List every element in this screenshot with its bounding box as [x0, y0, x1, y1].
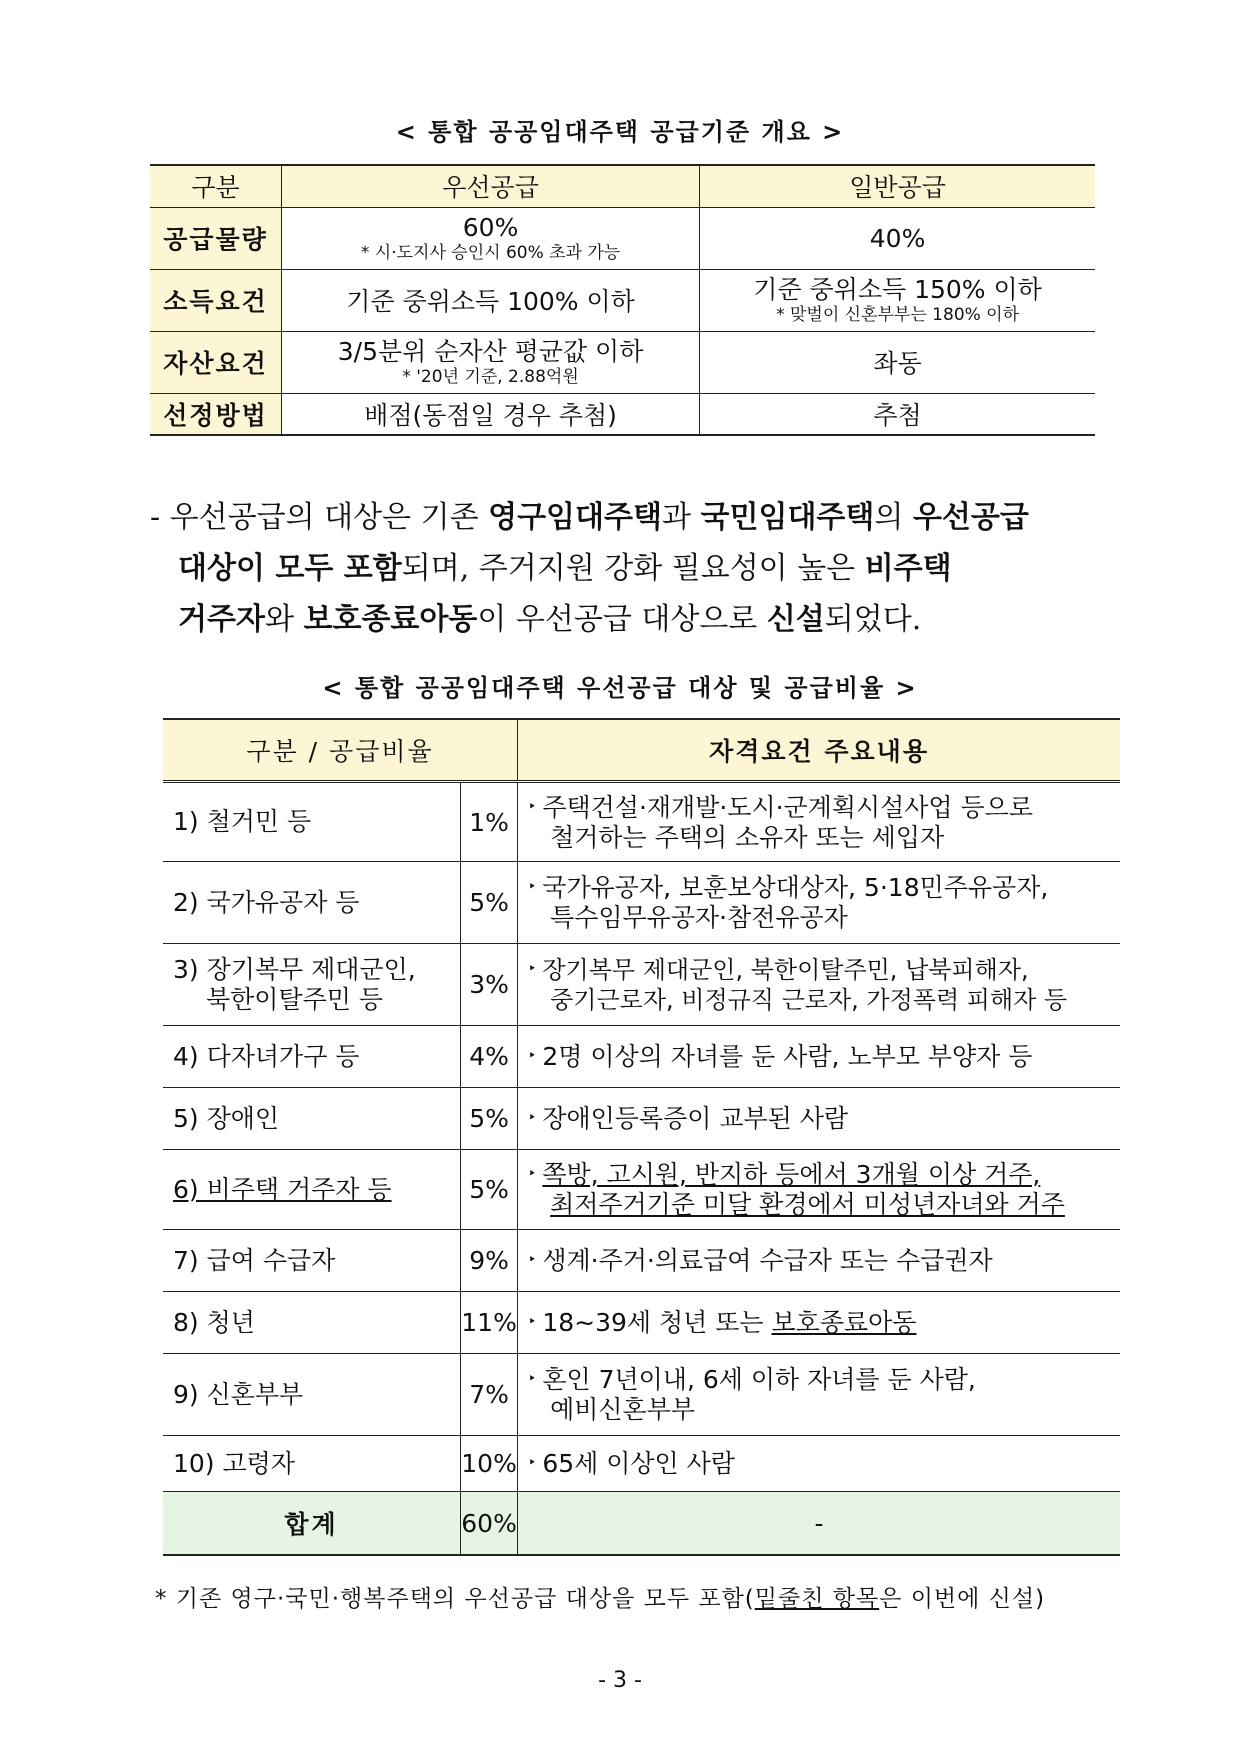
table-row [150, 393, 1095, 435]
requirement-cell: ‣ 18∼39세 청년 또는 보호종료아동 [518, 1292, 1120, 1354]
table-row [150, 207, 1095, 269]
header-category: 구분 [150, 165, 282, 207]
header-general: 일반공급 [700, 165, 1095, 207]
category-cell: 3) 장기복무 제대군인, 북한이탈주민 등 [163, 944, 461, 1026]
requirement-cell: ‣ 생계·주거·의료급여 수급자 또는 수급권자 [518, 1230, 1120, 1292]
header-requirements: 자격요건 주요내용 [518, 719, 1120, 782]
category-cell: 2) 국가유공자 등 [163, 862, 461, 944]
requirement-cell: ‣ 장기복무 제대군인, 북한이탈주민, 납북피해자, 중기근로자, 비정규직 근로자, 가정폭력 피해자 등 [518, 944, 1120, 1026]
priority-value: 3/5분위 순자산 평균값 이하 [337, 337, 644, 366]
priority-note: * '20년 기준, 2.88억원 [402, 367, 579, 387]
header-category-ratio: 구분 / 공급비율 [163, 719, 518, 782]
priority-cell: 배점(동점일 경우 추첨) [282, 393, 700, 435]
requirement-cell: ‣ 국가유공자, 보훈보상대상자, 5·18민주유공자, 특수임무유공자·참전유공자 [518, 862, 1120, 944]
table-row [163, 1436, 1120, 1492]
table-row [163, 1150, 1120, 1230]
ratio-cell: 9% [461, 1230, 518, 1292]
requirement-cell: ‣ 주택건설·재개발·도시·군계획시설사업 등으로 철거하는 주택의 소유자 또는 세입자 [518, 782, 1120, 862]
priority-value: 60% [462, 213, 519, 242]
paragraph-line-3: 거주자와 보호종료아동이 우선공급 대상으로 신설되었다. [178, 602, 922, 637]
row-label: 자산요건 [150, 331, 282, 393]
category-cell: 8) 청년 [163, 1292, 461, 1354]
general-value: 기준 중위소득 150% 이하 [753, 275, 1042, 304]
ratio-cell: 7% [461, 1354, 518, 1436]
header-priority: 우선공급 [282, 165, 700, 207]
category-cell: 10) 고령자 [163, 1436, 461, 1492]
table-row [163, 1230, 1120, 1292]
general-cell: 좌동 [700, 331, 1095, 393]
table-row [163, 862, 1120, 944]
table1-title: < 통합 공공임대주택 공급기준 개요 > [395, 118, 845, 146]
priority-supply-table [163, 718, 1120, 1556]
category-cell: 6) 비주택 거주자 등 [163, 1150, 461, 1230]
ratio-cell: 5% [461, 862, 518, 944]
ratio-cell: 1% [461, 782, 518, 862]
table-row [150, 269, 1095, 331]
paragraph-line-1: - 우선공급의 대상은 기존 영구임대주택과 국민임대주택의 우선공급 [150, 500, 1029, 535]
priority-cell [282, 331, 700, 393]
priority-note: * 시·도지사 승인시 60% 초과 가능 [360, 243, 621, 263]
priority-cell [282, 207, 700, 269]
table-row [150, 331, 1095, 393]
row-label: 공급물량 [150, 207, 282, 269]
general-note: * 맞벌이 신혼부부는 180% 이하 [776, 305, 1020, 325]
total-requirement: - [518, 1492, 1120, 1556]
table-row [163, 1088, 1120, 1150]
ratio-cell: 5% [461, 1088, 518, 1150]
total-label: 합계 [163, 1492, 461, 1556]
category-cell: 7) 급여 수급자 [163, 1230, 461, 1292]
total-ratio: 60% [461, 1492, 518, 1556]
general-cell: 추첨 [700, 393, 1095, 435]
table-row [163, 1292, 1120, 1354]
table-row [163, 782, 1120, 862]
page-number: - 3 - [598, 1668, 642, 1693]
general-cell: 40% [700, 207, 1095, 269]
ratio-cell: 4% [461, 1026, 518, 1088]
table-row [163, 944, 1120, 1026]
requirement-cell: ‣ 65세 이상인 사람 [518, 1436, 1120, 1492]
ratio-cell: 3% [461, 944, 518, 1026]
requirement-cell: ‣ 장애인등록증이 교부된 사람 [518, 1088, 1120, 1150]
ratio-cell: 10% [461, 1436, 518, 1492]
requirement-cell: ‣ 혼인 7년이내, 6세 이하 자녀를 둔 사람, 예비신혼부부 [518, 1354, 1120, 1436]
ratio-cell: 5% [461, 1150, 518, 1230]
table-row [163, 1026, 1120, 1088]
paragraph-line-2: 대상이 모두 포함되며, 주거지원 강화 필요성이 높은 비주택 [178, 551, 952, 586]
priority-cell: 기준 중위소득 100% 이하 [282, 269, 700, 331]
category-cell: 4) 다자녀가구 등 [163, 1026, 461, 1088]
category-cell: 9) 신혼부부 [163, 1354, 461, 1436]
requirement-cell: ‣ 쪽방, 고시원, 반지하 등에서 3개월 이상 거주, 최저주거기준 미달 환경에서 미성년자녀와 거주 [518, 1150, 1120, 1230]
supply-criteria-table [150, 164, 1095, 436]
ratio-cell: 11% [461, 1292, 518, 1354]
category-cell: 1) 철거민 등 [163, 782, 461, 862]
row-label: 소득요건 [150, 269, 282, 331]
general-cell [700, 269, 1095, 331]
table-row [163, 1354, 1120, 1436]
footnote: * 기존 영구·국민·행복주택의 우선공급 대상을 모두 포함(밑줄친 항목은 이번에 신설) [155, 1586, 1046, 1612]
total-row [163, 1492, 1120, 1556]
table2-title: < 통합 공공임대주택 우선공급 대상 및 공급비율 > [322, 674, 918, 702]
summary-paragraph [150, 492, 1125, 645]
row-label: 선정방법 [150, 393, 282, 435]
category-cell: 5) 장애인 [163, 1088, 461, 1150]
requirement-cell: ‣ 2명 이상의 자녀를 둔 사람, 노부모 부양자 등 [518, 1026, 1120, 1088]
